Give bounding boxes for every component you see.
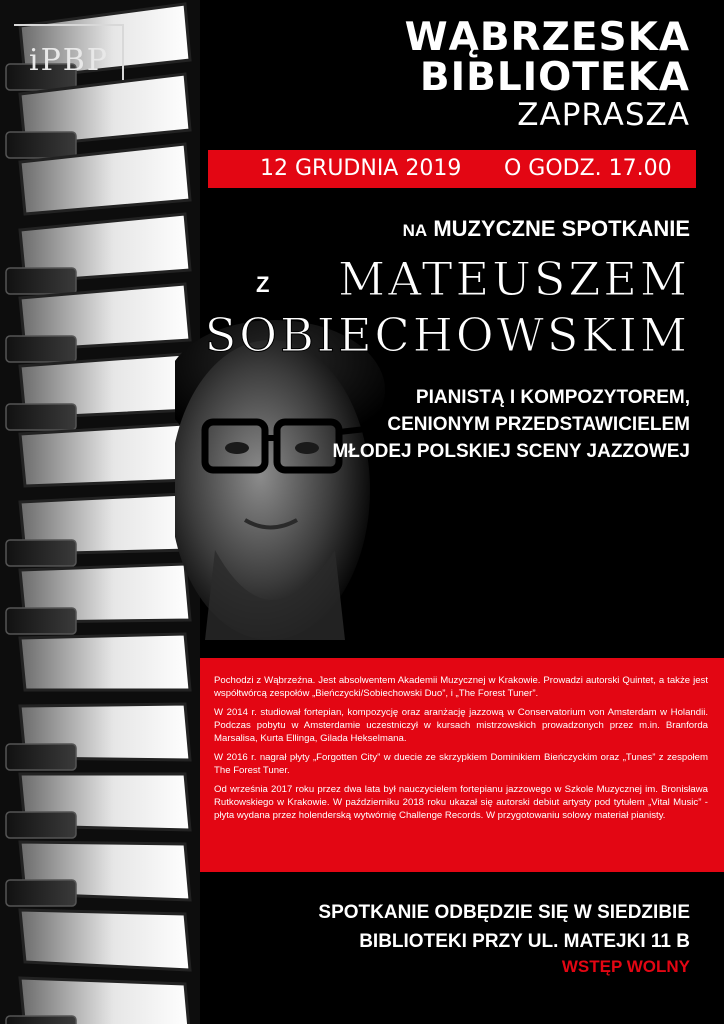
- description-line-3: MŁODEJ POLSKIEJ SCENY JAZZOWEJ: [332, 441, 690, 462]
- biography-box: [200, 658, 724, 872]
- bio-paragraph-1: Pochodzi z Wąbrzeźna. Jest absolwentem Akademii Muzycznej w Krakowie. Prowadzi autorski Quintet, a także jest współtwórcą zespołów „Bieńczycki/Sobiechowski Duo”, i „The Forest Tuner”.: [214, 675, 708, 699]
- description-line-2: CENIONYM PRZEDSTAWICIELEM: [387, 414, 690, 435]
- black-key: [6, 812, 76, 838]
- black-key: [6, 540, 76, 566]
- piano-keys-illustration: [0, 0, 200, 1024]
- venue-line-1: SPOTKANIE ODBĘDZIE SIĘ W SIEDZIBIE: [318, 902, 690, 923]
- black-key: [6, 608, 76, 634]
- bio-paragraph-3: W 2016 r. nagrał płyty „Forgotten City” w duecie ze skrzypkiem Dominikiem Bieńczyckim oraz „Tunes” z zespołem The Forest Tuner.: [214, 752, 708, 776]
- event-date: 12 GRUDNIA 2019: [260, 156, 462, 181]
- pianist-portrait: [175, 320, 405, 660]
- white-key: [20, 634, 190, 690]
- invites-subtitle: ZAPRASZA: [517, 97, 690, 133]
- title-line-1: WĄBRZESKA: [404, 15, 690, 60]
- piano-keys-artwork: [0, 0, 200, 1024]
- title-line-2: BIBLIOTEKA: [419, 55, 690, 100]
- date-banner: [208, 150, 696, 188]
- invite-text: MUZYCZNE SPOTKANIE: [433, 216, 690, 241]
- black-key: [6, 404, 76, 430]
- guest-last-name: SOBIECHOWSKIM: [204, 308, 690, 362]
- guest-first-name: MATEUSZEM: [338, 252, 690, 306]
- bio-paragraph-2: W 2014 r. studiował fortepian, kompozycję oraz aranżację jazzową w Conservatorium von Amsterdam w Holandii. Podczas pobytu w Amsterdamie uczestniczył w kursach mistrzowskich prowadzonych przez m.in. Branforda Marsalisa, Kurta Ellinga, Gilada Hekselmana.: [214, 707, 708, 744]
- free-entry-label: WSTĘP WOLNY: [561, 957, 690, 976]
- venue-line-2: BIBLIOTEKI PRZY UL. MATEJKI 11 B: [359, 931, 690, 952]
- white-key: [20, 910, 190, 970]
- invite-prefix: NA: [402, 221, 428, 240]
- logo-text: iPBP: [28, 43, 109, 78]
- black-key: [6, 336, 76, 362]
- description-line-1: PIANISTĄ I KOMPOZYTOREM,: [415, 387, 690, 408]
- venue-info: [318, 898, 690, 956]
- guest-preposition: Z: [256, 272, 270, 297]
- event-time: O GODZ. 17.00: [504, 156, 672, 181]
- black-key: [6, 1016, 76, 1024]
- bio-paragraph-4: Od września 2017 roku przez dwa lata był nauczycielem fortepianu jazzowego w Szkole Muzycznej im. Bronisława Rutkowskiego w Krakowie. W październiku 2018 roku ukazał się autorski debiut artysty pod tytułem „Vital Music” - płyta wydana przez holenderską wytwórnię Challenge Records. W przygotowaniu solowy materiał pianisty.: [214, 784, 708, 821]
- piano-keys-group: [6, 4, 190, 1024]
- invite-line: [403, 216, 690, 242]
- black-key: [6, 132, 76, 158]
- library-logo: [14, 24, 124, 80]
- guest-description: [332, 384, 690, 465]
- black-key: [6, 880, 76, 906]
- black-key: [6, 744, 76, 770]
- white-key: [20, 424, 190, 486]
- black-key: [6, 268, 76, 294]
- library-title: [404, 15, 690, 100]
